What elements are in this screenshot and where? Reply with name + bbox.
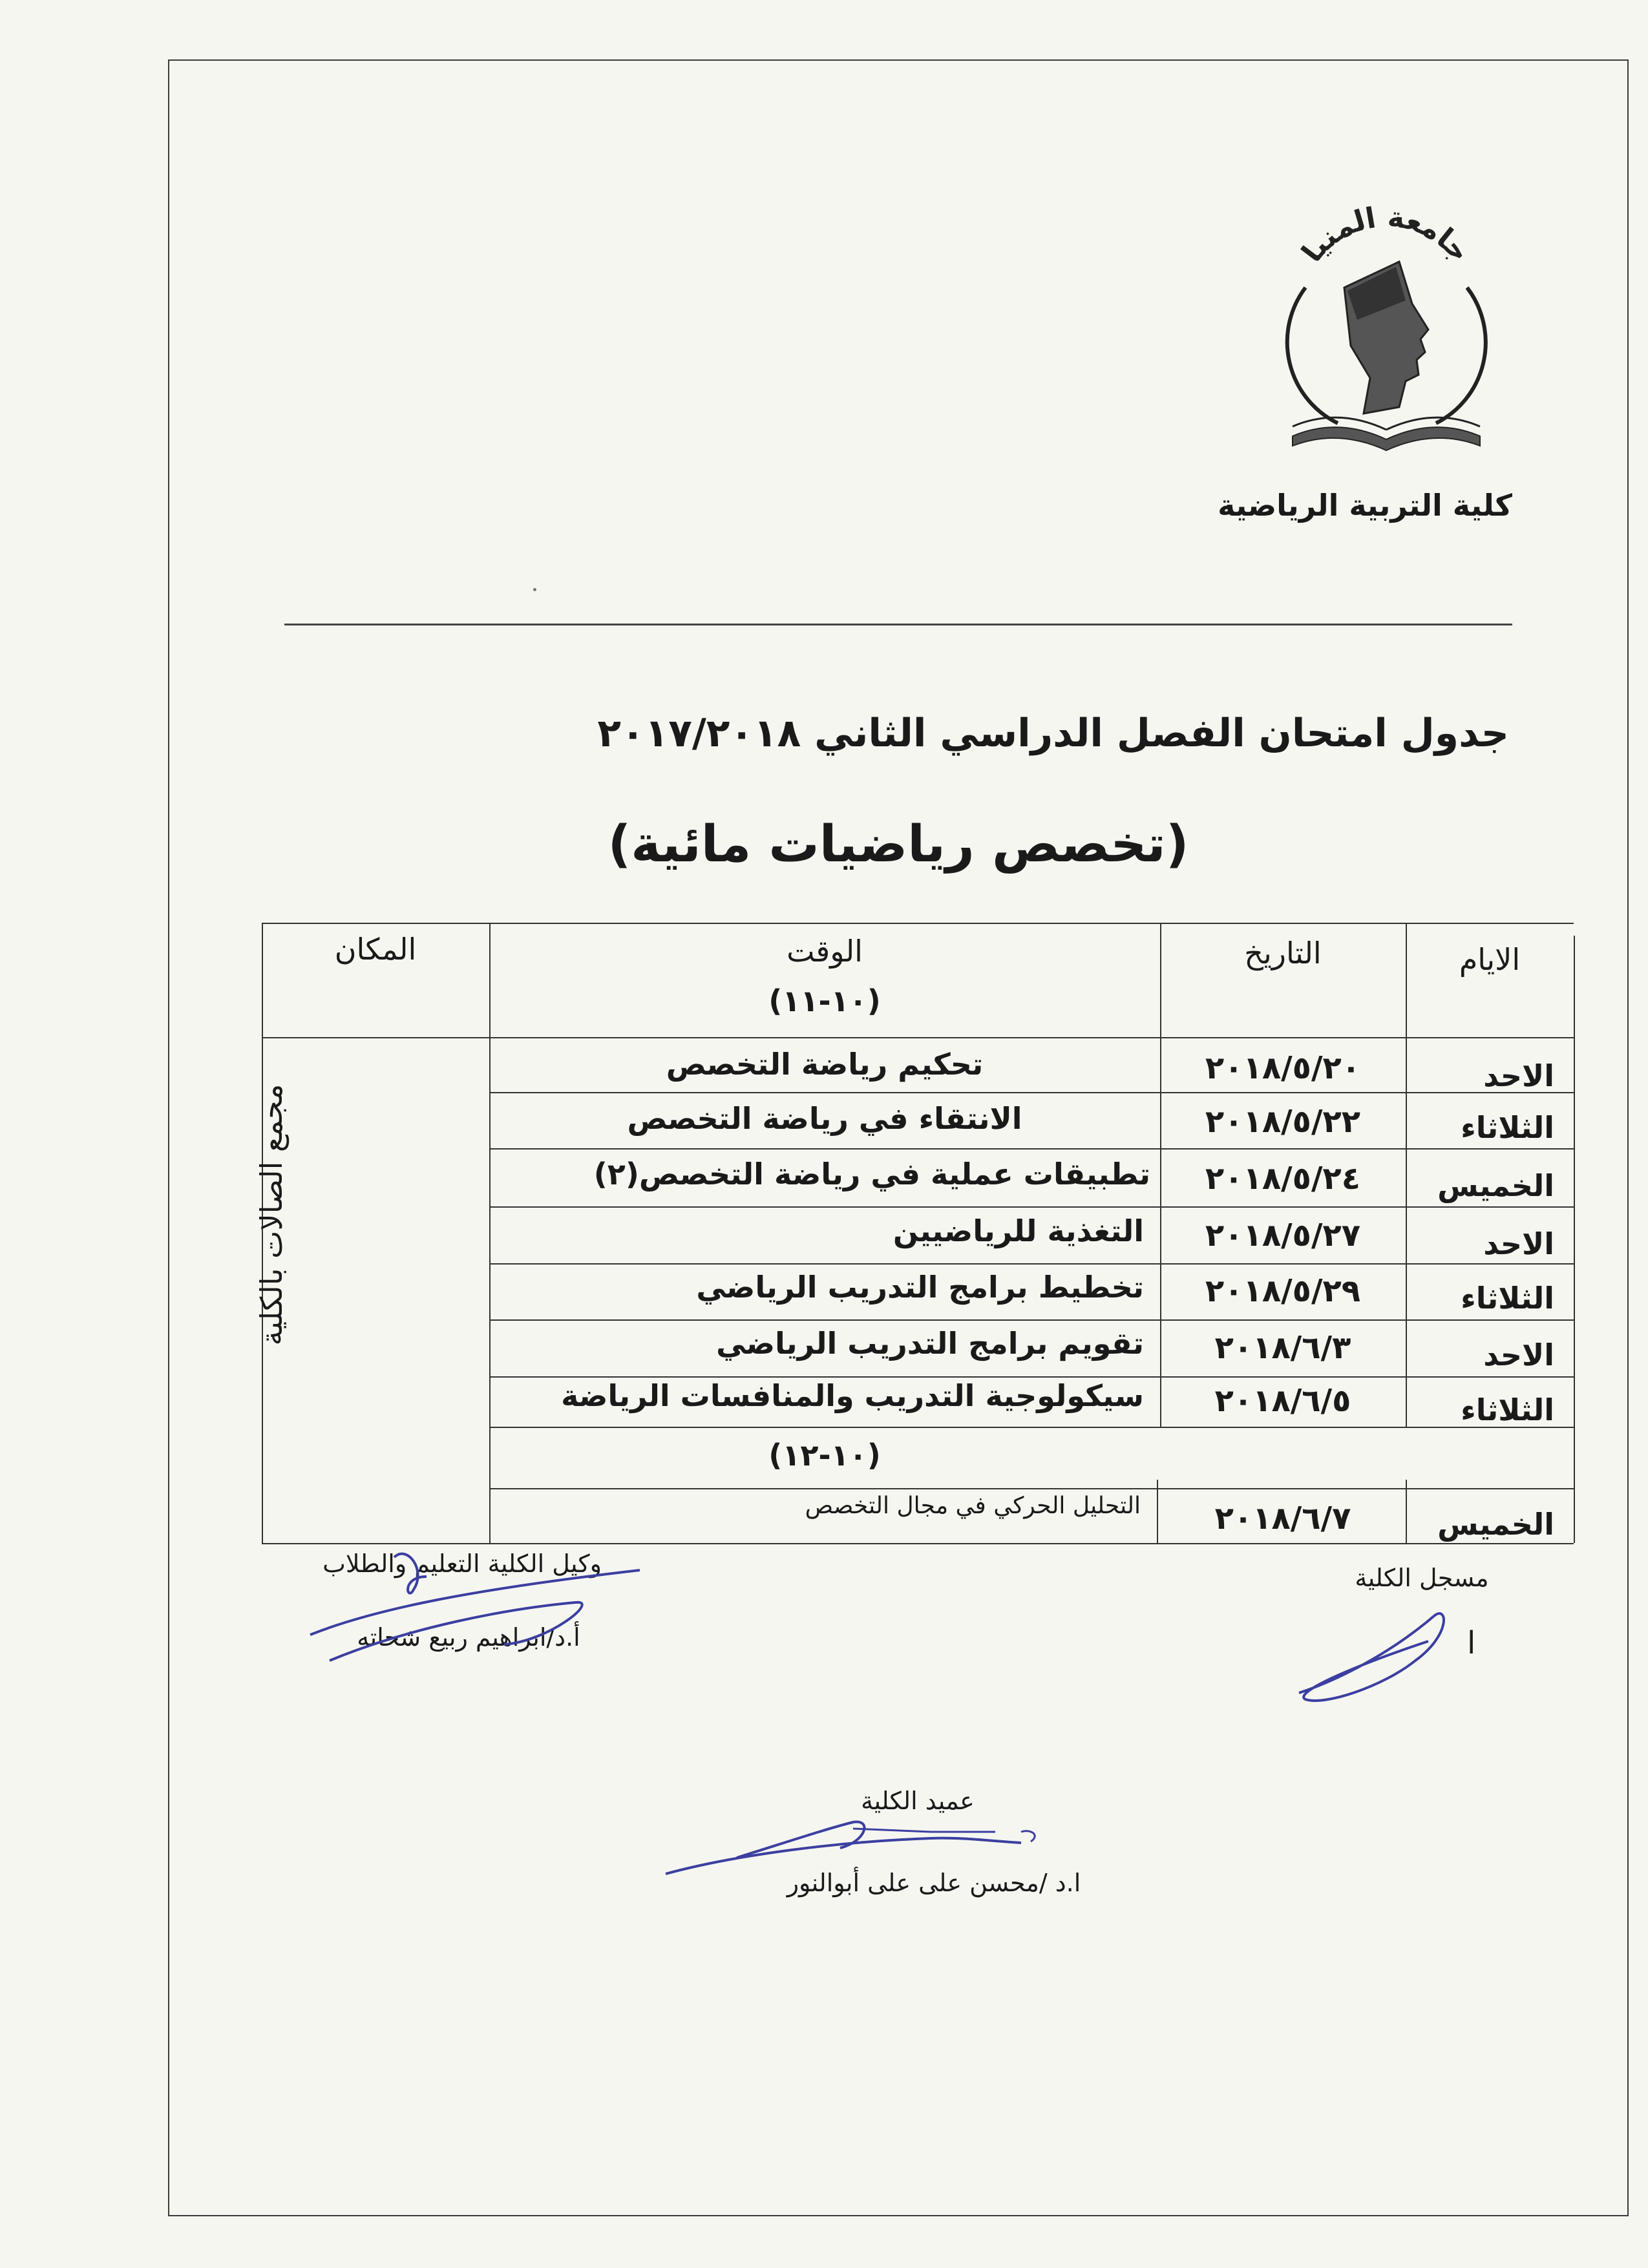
row-4-date: ٢٠١٨/٥/٢٧ [1205, 1217, 1361, 1254]
dean-signature [659, 1803, 1060, 1887]
dean-title: عميد الكلية [861, 1787, 975, 1815]
exam-schedule-title: جدول امتحان الفصل الدراسي الثاني ٢٠١٧/٢٠١٨ [597, 711, 1509, 756]
row-sep-5 [489, 1319, 1574, 1321]
header-time: الوقت [787, 934, 863, 969]
header-place: المكان [334, 932, 417, 967]
vice-dean-signature [278, 1531, 666, 1674]
row-8-date: ٢٠١٨/٦/٧ [1214, 1500, 1351, 1537]
row-1-subject: تحكيم رياضة التخصص [666, 1047, 984, 1082]
header-date: التاريخ [1244, 936, 1322, 971]
row-5-date: ٢٠١٨/٥/٢٩ [1205, 1273, 1361, 1309]
row-1-date: ٢٠١٨/٥/٢٠ [1205, 1050, 1361, 1086]
table-header-bottom [262, 1037, 1574, 1038]
row-6-date: ٢٠١٨/٦/٣ [1214, 1330, 1351, 1366]
row-sep-2 [489, 1148, 1574, 1150]
row-sep-1 [489, 1092, 1574, 1093]
row-7-subject: سيكولوجية التدريب والمنافسات الرياضة [561, 1378, 1144, 1413]
svg-text:جامعة المنيا [1296, 200, 1477, 268]
header-divider [284, 624, 1512, 625]
row-sep-3 [489, 1206, 1574, 1208]
row-6-subject: تقويم برامج التدريب الرياضي [716, 1326, 1144, 1361]
row-sep-6 [489, 1376, 1574, 1378]
table-border-right [1574, 936, 1575, 1543]
row-sep-4 [489, 1263, 1574, 1265]
row-4-subject: التغذية للرياضيين [893, 1213, 1144, 1248]
specialization-subtitle: (تخصص رياضيات مائية) [607, 815, 1189, 874]
row-5-day: الثلاثاء [1461, 1281, 1554, 1316]
faculty-name: كلية التربية الرياضية [1218, 488, 1512, 523]
row-5-subject: تخطيط برامج التدريب الرياضي [696, 1270, 1144, 1305]
row-3-date: ٢٠١٨/٥/٢٤ [1205, 1160, 1361, 1197]
exam-place: مجمع الصالات بالكلية [254, 1084, 289, 1346]
second-time-range: (١٠-١٢) [768, 1438, 881, 1473]
row-4-day: الاحد [1483, 1226, 1554, 1261]
row-3-day: الخميس [1437, 1168, 1554, 1203]
scan-speck [533, 588, 536, 591]
row-8-subject: التحليل الحركي في مجال التخصص [805, 1493, 1141, 1519]
row-3-subject: تطبيقات عملية في رياضة التخصص(٢) [593, 1157, 1150, 1192]
vice-dean-name: أ.د/ابراهيم ربيع شحاته [357, 1623, 580, 1652]
row-sep-7 [489, 1427, 1574, 1428]
vice-dean-title: وكيل الكلية التعليم والطلاب [322, 1549, 602, 1578]
row-6-day: الاحد [1483, 1338, 1554, 1372]
row-2-subject: الانتقاء في رياضة التخصص [627, 1101, 1022, 1136]
dean-name: ا.د /محسن على على أبوالنور [787, 1869, 1081, 1897]
row-7-date: ٢٠١٨/٦/٥ [1214, 1383, 1351, 1419]
logo-arc-text: جامعة المنيا [1295, 200, 1477, 269]
table-border-top [262, 923, 1574, 924]
row-2-day: الثلاثاء [1461, 1110, 1554, 1145]
registrar-title: مسجل الكلية [1355, 1564, 1489, 1592]
university-logo [1267, 191, 1506, 462]
table-col-sep-day [1406, 923, 1407, 1427]
row-7-day: الثلاثاء [1461, 1392, 1554, 1427]
header-days: الايام [1459, 942, 1521, 977]
row-1-day: الاحد [1483, 1058, 1554, 1093]
row-2-date: ٢٠١٨/٥/٢٢ [1205, 1104, 1361, 1140]
header-time-range: (١٠-١١) [768, 983, 881, 1018]
registrar-signature [1286, 1596, 1467, 1706]
row-8-day: الخميس [1437, 1507, 1554, 1542]
registrar-mark: ا [1467, 1625, 1476, 1661]
row-sep-8 [489, 1488, 1574, 1489]
